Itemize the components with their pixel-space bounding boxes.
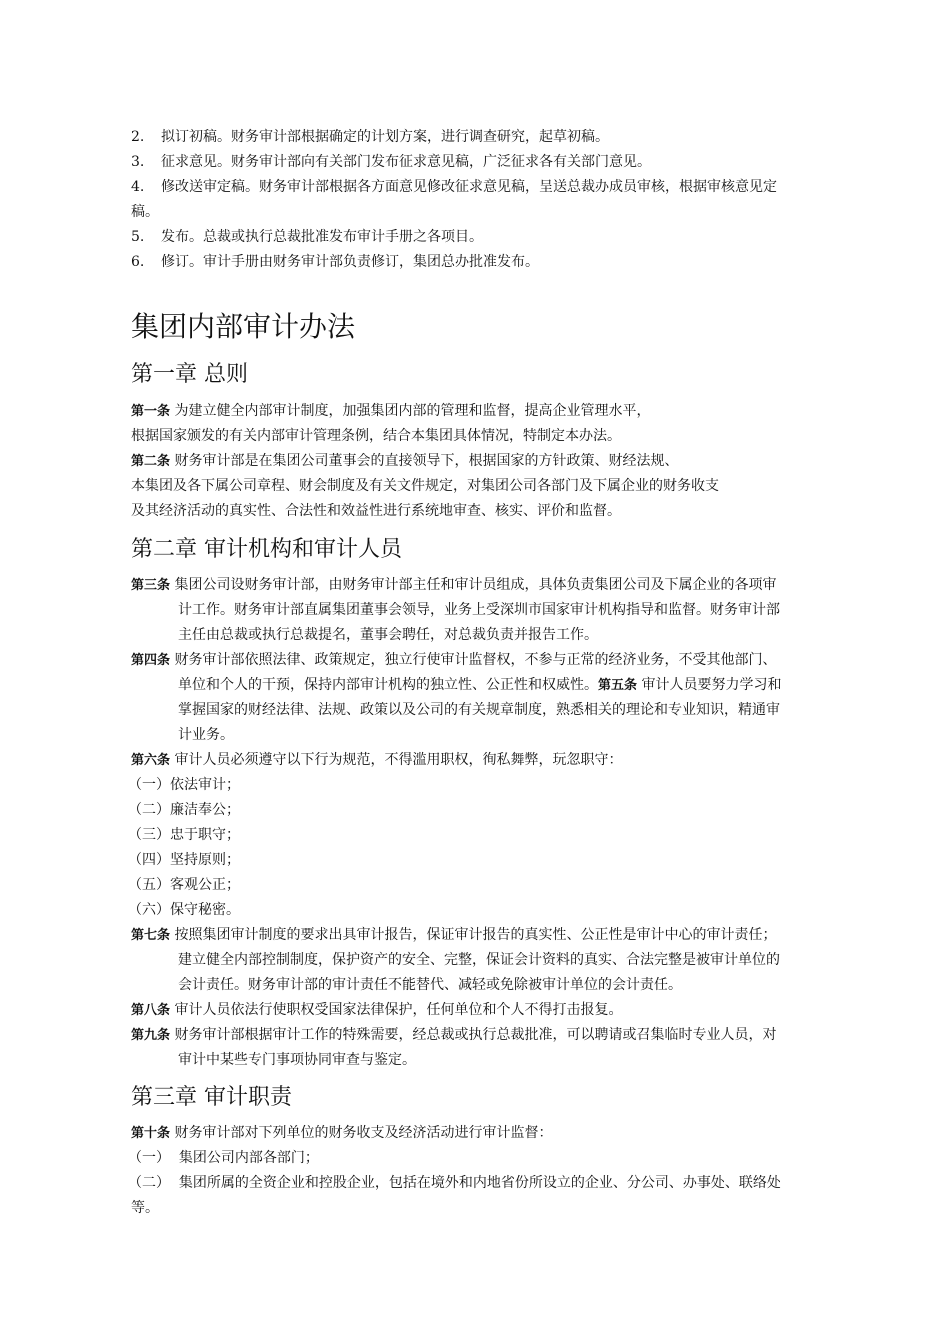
article-text: 为建立健全内部审计制度，加强集团内部的管理和监督，提高企业管理水平， [174, 403, 651, 419]
article-label: 第四条 [131, 653, 171, 668]
article-text: 审计人员依法行使职权受国家法律保护，任何单位和个人不得打击报复。 [174, 1002, 623, 1018]
article-1 [131, 400, 650, 423]
list-item: （二）廉洁奉公； [128, 802, 240, 818]
article-7-line-3: 会计责任。财务审计部的审计责任不能替代、减轻或免除被审计单位的会计责任。 [178, 977, 682, 993]
list-item: （五）客观公正； [128, 877, 240, 893]
article-text: 财务审计部是在集团公司董事会的直接领导下，根据国家的方针政策、财经法规、 [174, 453, 679, 469]
article-1-line-2: 根据国家颁发的有关内部审计管理条例，结合本集团具体情况，特制定本办法。 [131, 428, 621, 444]
article-label: 第六条 [131, 753, 171, 768]
list-text: 发布。总裁或执行总裁批准发布审计手册之各项目。 [161, 229, 483, 245]
article-label: 第三条 [131, 578, 171, 593]
list-number: 3. [131, 154, 145, 170]
article-4 [131, 649, 776, 672]
article-5-text: 审计人员要努力学习和 [641, 677, 782, 693]
article-text: 财务审计部依照法律、政策规定，独立行使审计监督权，不参与正常的经济业务，不受其他部门、 [174, 652, 777, 668]
list-item [128, 1172, 781, 1194]
article-text: 财务审计部根据审计工作的特殊需要，经总裁或执行总裁批准，可以聘请或召集临时专业人员，对 [174, 1027, 777, 1043]
article-label: 第十条 [131, 1126, 171, 1141]
article-7-line-2: 建立健全内部控制制度，保护资产的安全、完整，保证会计资料的真实、合法完整是被审计单位的 [178, 952, 780, 968]
list-item: （六）保守秘密。 [128, 902, 240, 918]
article-label: 第七条 [131, 928, 171, 943]
article-8 [131, 999, 622, 1022]
list-number: 4. [131, 179, 145, 195]
article-7 [131, 924, 776, 947]
article-text: 审计人员必须遵守以下行为规范，不得滥用职权，徇私舞弊，玩忽职守： [174, 752, 623, 768]
list-item [131, 226, 483, 248]
list-item: （三）忠于职守； [128, 827, 240, 843]
list-item: （四）坚持原则； [128, 852, 240, 868]
list-number: 5. [131, 229, 145, 245]
list-number: （一） [128, 1150, 170, 1166]
article-2 [131, 450, 678, 473]
list-text: 集团公司内部各部门； [178, 1150, 319, 1166]
article-4-line-2 [178, 674, 781, 697]
list-text: 集团所属的全资企业和控股企业，包括在境外和内地省份所设立的企业、分公司、办事处、联络处 [178, 1175, 781, 1191]
chapter-1-heading: 第一章 总则 [131, 362, 248, 387]
article-label: 第二条 [131, 454, 171, 469]
list-text: 拟订初稿。财务审计部根据确定的计划方案，进行调查研究，起草初稿。 [161, 129, 609, 145]
list-item [131, 251, 539, 273]
article-text: 单位和个人的干预，保持内部审计机构的独立性、公正性和权威性。 [178, 677, 598, 693]
chapter-3-heading: 第三章 审计职责 [131, 1085, 292, 1110]
list-item-continuation: 等。 [131, 1200, 159, 1216]
article-2-line-2: 本集团及各下属公司章程、财会制度及有关文件规定，对集团公司各部门及下属企业的财务收支 [131, 478, 719, 494]
article-label: 第八条 [131, 1003, 171, 1018]
article-3-line-3: 主任由总裁或执行总裁提名，董事会聘任，对总裁负责并报告工作。 [178, 627, 598, 643]
list-text: 修订。审计手册由财务审计部负责修订，集团总办批准发布。 [161, 254, 539, 270]
article-2-line-3: 及其经济活动的真实性、合法性和效益性进行系统地审查、核实、评价和监督。 [131, 503, 621, 519]
list-item [131, 176, 777, 198]
list-item: （一）依法审计； [128, 777, 240, 793]
list-text: 征求意见。财务审计部向有关部门发布征求意见稿，广泛征求各有关部门意见。 [161, 154, 651, 170]
list-number: 6. [131, 254, 145, 270]
article-9-line-2: 审计中某些专门事项协同审查与鉴定。 [178, 1052, 416, 1068]
list-item-continuation: 稿。 [131, 204, 159, 220]
article-5-line-3: 计业务。 [178, 727, 234, 743]
article-label: 第一条 [131, 404, 171, 419]
list-text: 修改送审定稿。财务审计部根据各方面意见修改征求意见稿，呈送总裁办成员审核，根据审核意见定 [161, 179, 777, 195]
article-3 [131, 574, 776, 597]
document-title: 集团内部审计办法 [131, 310, 356, 343]
list-item [128, 1147, 319, 1169]
article-text: 财务审计部对下列单位的财务收支及经济活动进行审计监督： [174, 1125, 553, 1141]
list-number: 2. [131, 129, 145, 145]
list-number: （二） [128, 1175, 170, 1191]
article-label: 第九条 [131, 1028, 171, 1043]
chapter-2-heading: 第二章 审计机构和审计人员 [131, 537, 402, 562]
article-10 [131, 1122, 552, 1145]
list-item [131, 151, 651, 173]
article-text: 按照集团审计制度的要求出具审计报告，保证审计报告的真实性、公正性是审计中心的审计责任； [174, 927, 777, 943]
article-text: 集团公司设财务审计部，由财务审计部主任和审计员组成，具体负责集团公司及下属企业的各项审 [174, 577, 777, 593]
list-item [131, 126, 609, 148]
article-6 [131, 749, 622, 772]
article-9 [131, 1024, 776, 1047]
article-5-line-2: 掌握国家的财经法律、法规、政策以及公司的有关规章制度，熟悉相关的理论和专业知识，精通审 [178, 702, 780, 718]
article-label: 第五条 [598, 678, 638, 693]
article-3-line-2: 计工作。财务审计部直属集团董事会领导，业务上受深圳市国家审计机构指导和监督。财务审计部 [178, 602, 780, 618]
